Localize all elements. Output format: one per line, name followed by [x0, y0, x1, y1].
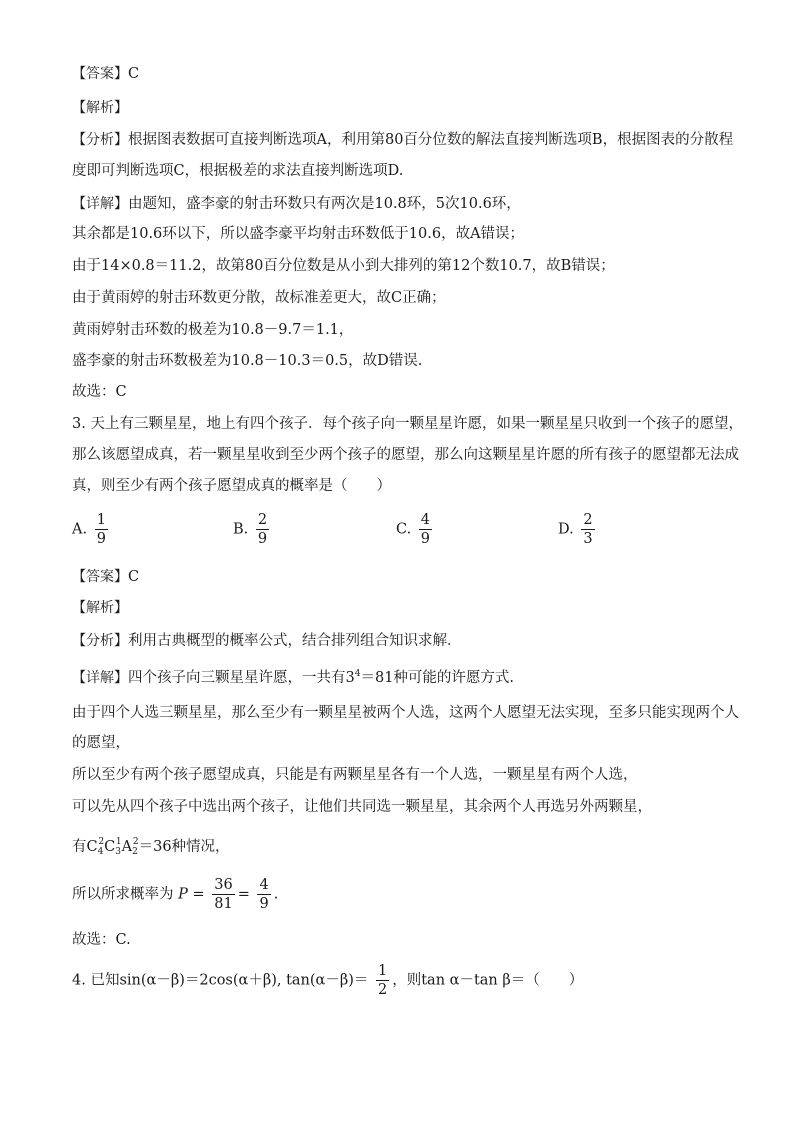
q2-detail-line4: 由于黄雨婷的射击环数更分散，故标准差更大，故C正确；	[72, 290, 446, 306]
detail-tag: 【详解】	[72, 196, 128, 212]
fraction-4-9: $\frac{4}{9}$	[259, 877, 269, 912]
q3-detail-line3: 的愿望，	[72, 735, 130, 751]
q3-detail-line4: 所以至少有两个孩子愿望成真，只能是有两颗星星各有一个人选，一颗星星有两个人选，	[72, 767, 638, 783]
q3-option-d: D. $\frac{2}{3}$	[558, 512, 593, 547]
option-fraction: $\frac{2}{9}$	[257, 512, 268, 547]
q3-detail-line2: 由于四个人选三颗星星，那么至少有一颗星星被两个人选，这两个人愿望无法实现，至多只能实现两个人	[72, 705, 739, 721]
q2-fenxi-line2: 度即可判断选项C，根据极差的求法直接判断选项D.	[72, 163, 404, 179]
option-fraction: $\frac{1}{9}$	[96, 512, 106, 547]
q3-detail-line6: 有$C_4^2C_3^1A_2^2=36$种情况，	[72, 837, 230, 857]
q4-stem: 4. 已知sin(α－β)＝2cos(α＋β), tan(α－β)＝ $\frac{1}{2}$ ，则tan α－tan β＝（ ）	[72, 963, 584, 998]
fraction-36-81: $\frac{36}{81}$	[214, 877, 233, 912]
q2-answer-line	[72, 64, 139, 84]
q2-detail-line1: 【详解】由题知，盛李豪的射击环数只有两次是10.8环，5次10.6环，	[72, 196, 521, 212]
q3-stem-line3: 真，则至少有两个孩子愿望成真的概率是（ ）	[72, 478, 391, 494]
q2-analysis-tag: 【解析】	[72, 100, 128, 116]
q3-answer-line: 【答案】C	[72, 569, 140, 585]
q3-detail-line5: 可以先从四个孩子中选出两个孩子，让他们共同选一颗星星，其余两个人再选另外两颗星，	[72, 799, 652, 815]
q2-fenxi-line1: 【分析】根据图表数据可直接判断选项A，利用第80百分位数的解法直接判断选项B，根据图表的分散程	[72, 132, 734, 148]
q2-detail-line6: 盛李豪的射击环数极差为10.8－10.3＝0.5，故D错误.	[72, 353, 423, 369]
q3-detail-line1: 【详解】四个孩子向三颗星星许愿，一共有$3^4=81$种可能的许愿方式.	[72, 669, 515, 686]
option-fraction: $\frac{2}{3}$	[583, 512, 593, 547]
q3-analysis-tag: 【解析】	[72, 600, 128, 616]
q2-detail-line5: 黄雨婷射击环数的极差为10.8－9.7＝1.1，	[72, 322, 354, 338]
q3-option-b: B. $\frac{2}{9}$	[233, 512, 268, 547]
answer-tag: 【答案】	[72, 66, 128, 82]
q2-choose: 故选：C	[72, 384, 127, 400]
q3-option-a: A. $\frac{1}{9}$	[72, 512, 106, 547]
option-fraction: $\frac{4}{9}$	[420, 512, 431, 547]
q2-detail-line3: 由于14×0.8＝11.2，故第80百分位数是从小到大排列的第12个数10.7，故B错误；	[72, 258, 615, 274]
combination-formula: $C_4^2C_3^1A_2^2$	[86, 837, 139, 857]
q3-choose: 故选：C.	[72, 932, 131, 948]
fraction-1-2: $\frac{1}{2}$	[378, 963, 388, 998]
q2-detail-line2: 其余都是10.6环以下，所以盛李豪平均射击环数低于10.6，故A错误；	[72, 226, 525, 242]
q3-detail-line7: 所以所求概率为 P = $\frac{36}{81}$ = $\frac{4}{9}$ .	[72, 877, 279, 912]
q3-stem-line2: 那么该愿望成真，若一颗星星收到至少两个孩子的愿望，那么向这颗星星许愿的所有孩子的愿望都无法成	[72, 447, 739, 463]
fenxi-tag: 【分析】	[72, 132, 128, 148]
q3-option-c: C. $\frac{4}{9}$	[396, 512, 431, 547]
answer-value: C	[128, 66, 140, 82]
q3-stem-line1: 3. 天上有三颗星星，地上有四个孩子．每个孩子向一颗星星许愿，如果一颗星星只收到一个孩子的愿望，	[72, 416, 743, 432]
q3-fenxi: 【分析】利用古典概型的概率公式，结合排列组合知识求解．	[72, 633, 462, 649]
